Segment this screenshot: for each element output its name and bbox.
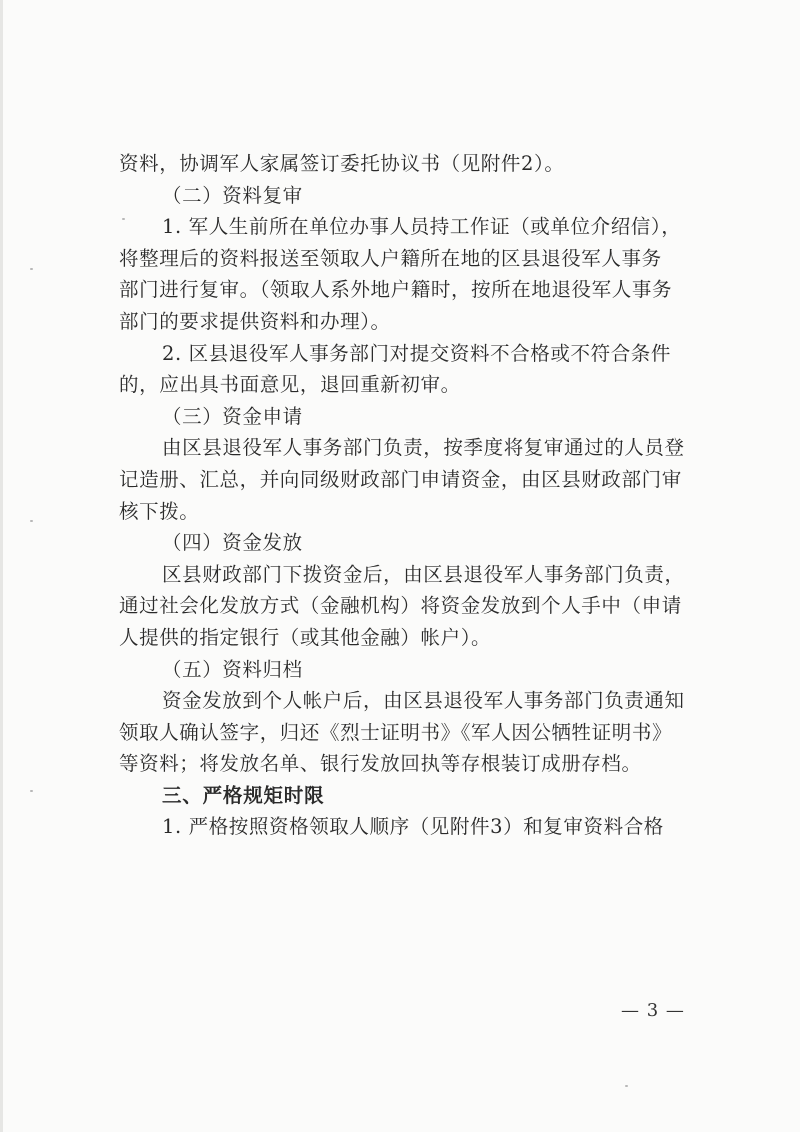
text-line: 领取人确认签字，归还《烈士证明书》《军人因公牺牲证明书》 [119,720,673,744]
section-heading-funding-request: （三）资金申请 [162,404,303,428]
text-line: 2. 区县退役军人事务部门对提交资料不合格或不符合条件 [162,341,672,365]
text-line: 人提供的指定银行（或其他金融）帐户）。 [119,625,492,649]
section-heading-time-limits: 三、严格规矩时限 [162,783,325,807]
scan-speck [30,520,33,522]
text-line: 区县财政部门下拨资金后，由区县退役军人事务部门负责， [162,562,685,586]
text-line: 1. 军人生前所在单位办事人员持工作证（或单位介绍信）， [162,215,682,239]
text-line: 1. 严格按照资格领取人顺序（见附件3）和复审资料合格 [162,815,664,839]
text-line: 通过社会化发放方式（金融机构）将资金发放到个人手中（申请 [119,594,682,618]
text-line: 资金发放到个人帐户后，由区县退役军人事务部门负责通知 [162,689,685,713]
scan-speck [625,1085,628,1087]
section-heading-review: （二）资料复审 [162,183,303,207]
scan-speck [30,268,33,270]
body-text [119,148,711,843]
text-line: 由区县退役军人事务部门负责，按季度将复审通过的人员登 [162,436,685,460]
text-line: 部门的要求提供资料和办理）。 [119,309,391,333]
scan-speck [122,218,125,220]
page-number: — 3 — [621,1000,685,1021]
text-line: 等资料；将发放名单、银行发放回执等存根装订成册存档。 [119,752,642,776]
text-line: 将整理后的资料报送至领取人户籍所在地的区县退役军人事务 [119,246,662,270]
text-line: 资料，协调军人家属签订委托协议书（见附件2）。 [119,152,565,175]
text-line: 部门进行复审。（领取人系外地户籍时，按所在地退役军人事务 [119,278,673,302]
section-heading-funding-disbursement: （四）资金发放 [162,531,303,555]
text-line: 记造册、汇总，并向同级财政部门申请资金，由区县财政部门审 [119,467,682,491]
section-heading-archiving: （五）资料归档 [162,657,303,681]
text-line: 的，应出具书面意见，退回重新初审。 [119,373,461,397]
text-line: 核下拨。 [119,499,200,523]
scan-speck [30,790,33,792]
scan-edge [0,0,3,1132]
